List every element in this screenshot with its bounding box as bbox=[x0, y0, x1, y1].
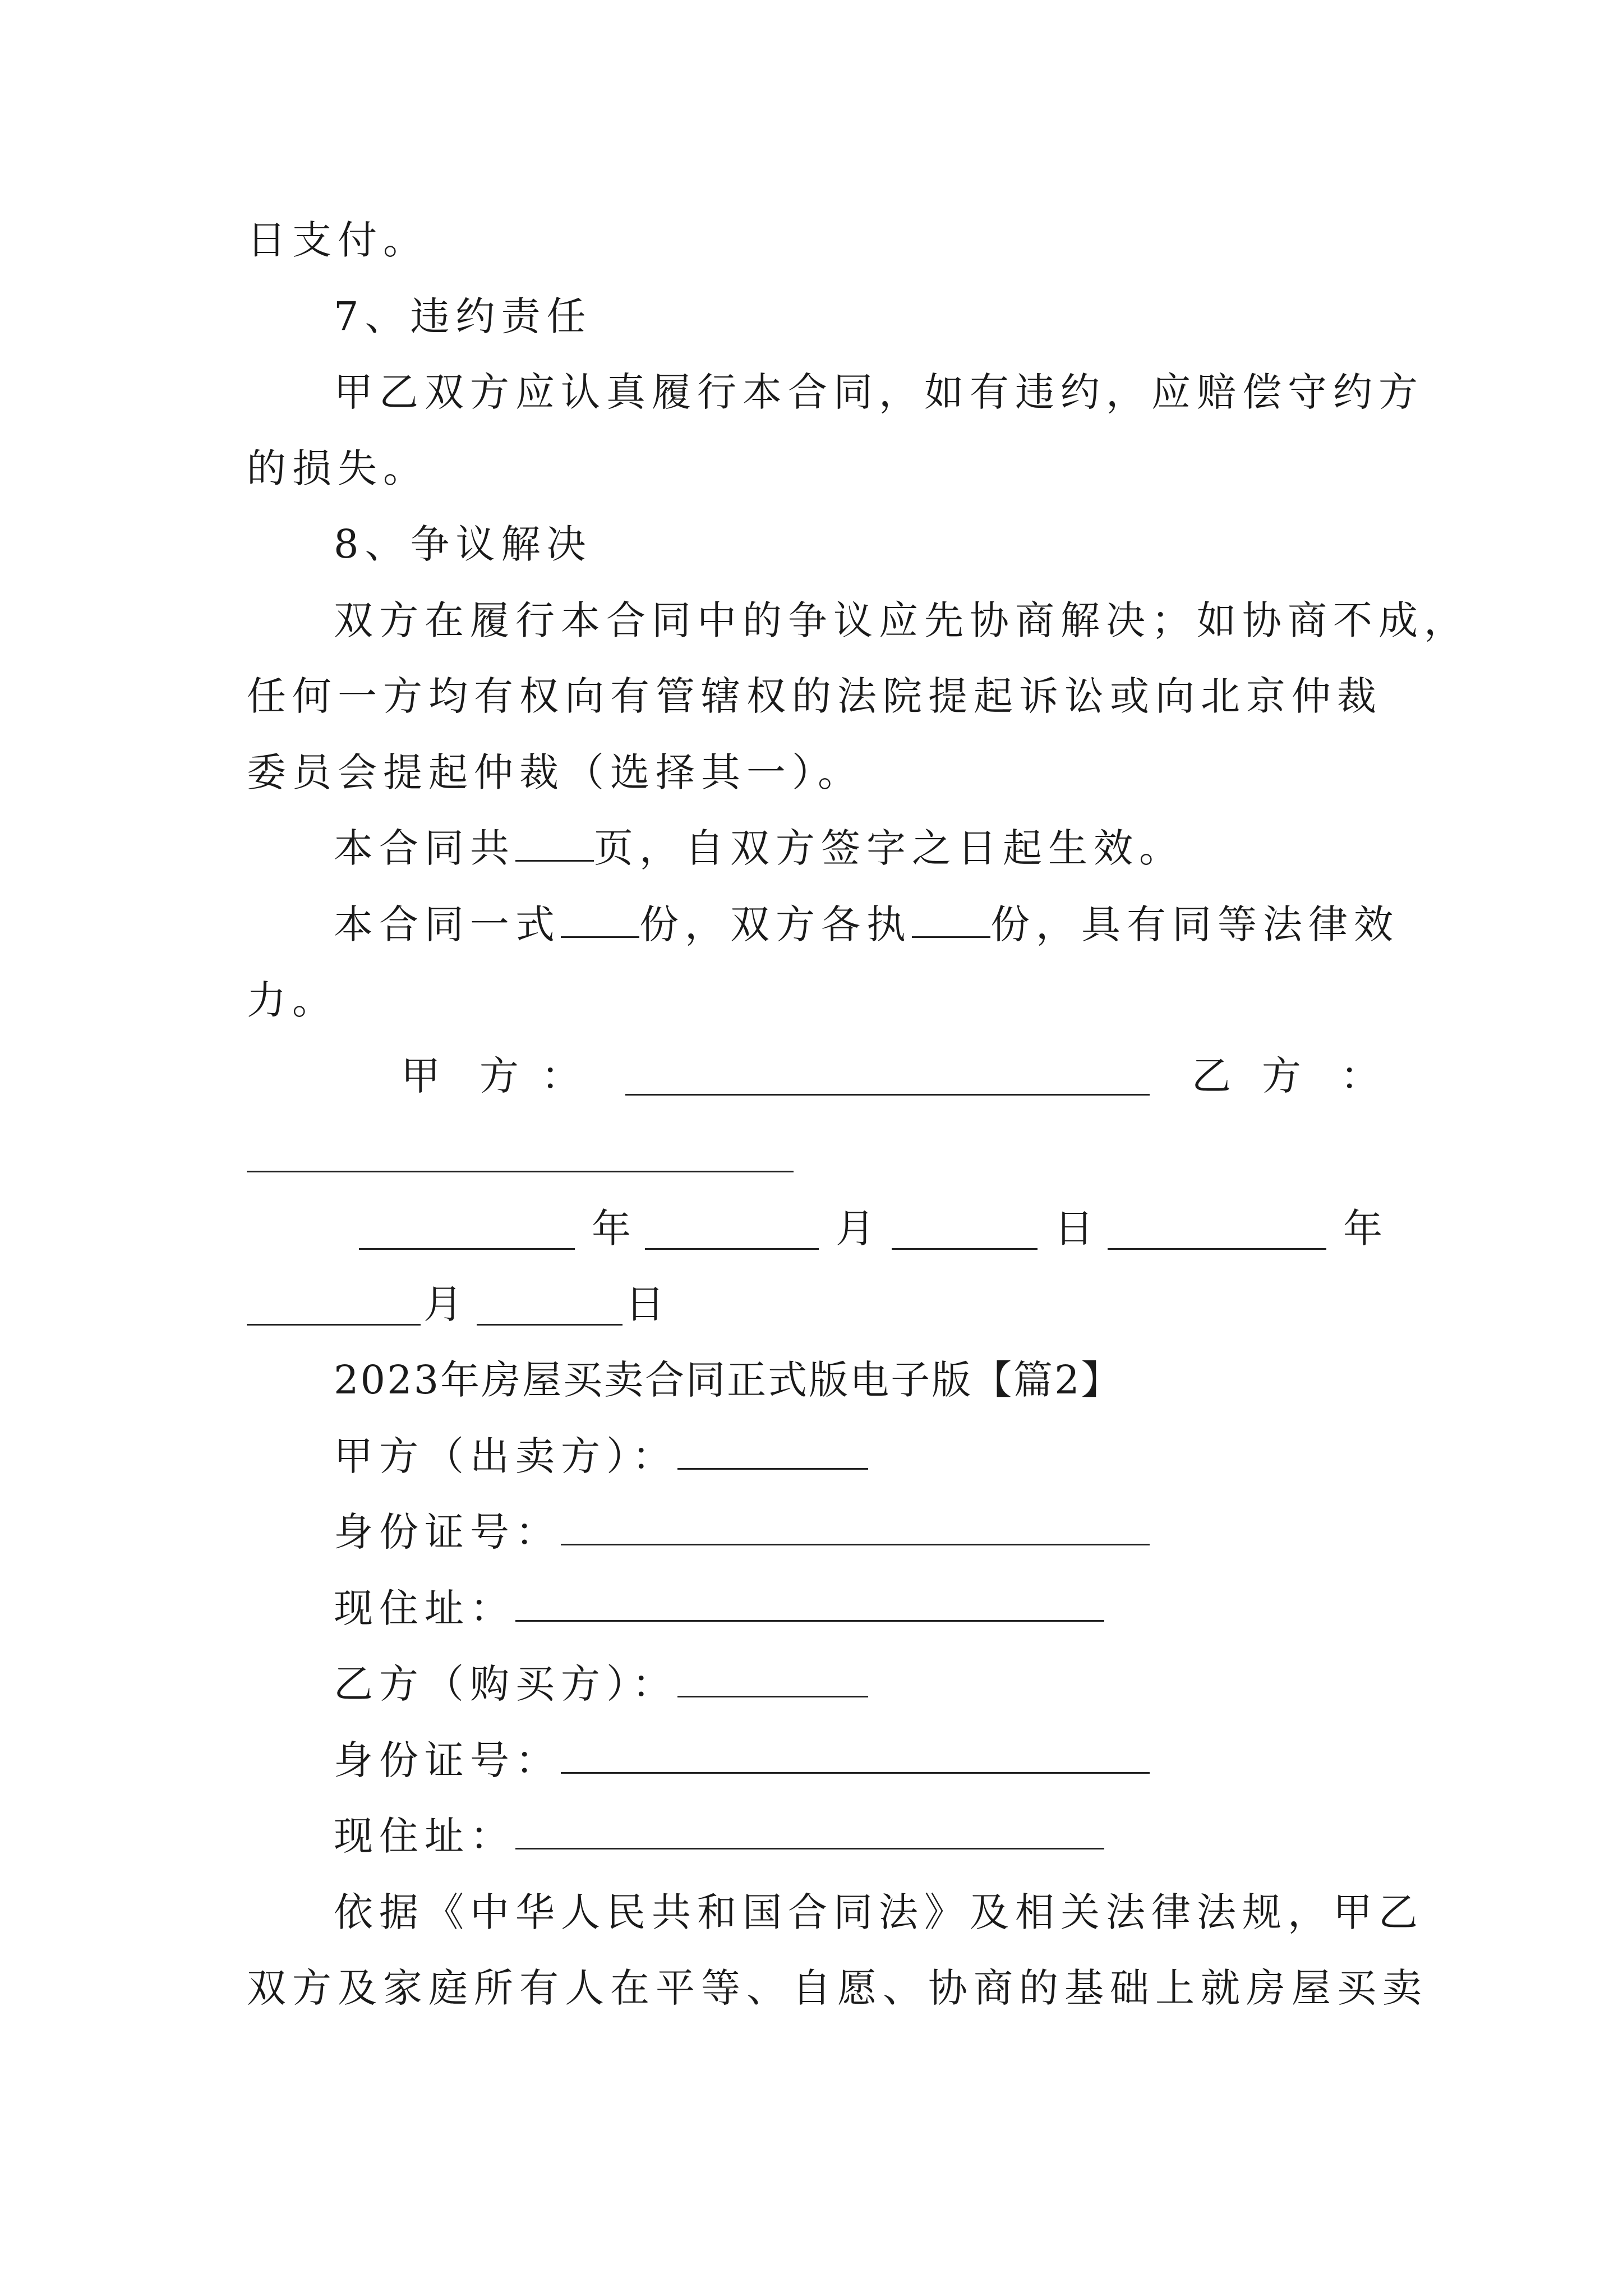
seller-id-field: 身份证号： bbox=[334, 1507, 1150, 1557]
party-a-char-1: 甲 bbox=[401, 1053, 440, 1099]
paragraph-end: 日支付。 bbox=[247, 217, 428, 263]
section-8-body-line-3: 委员会提起仲裁（选择其一）。 bbox=[247, 749, 863, 795]
section-7-title: 7、违约责任 bbox=[334, 293, 592, 339]
party-b-day-label: 日 bbox=[625, 1281, 665, 1327]
seller-blank bbox=[677, 1433, 868, 1470]
party-a-char-2: 方 bbox=[479, 1053, 519, 1099]
seller-id-blank bbox=[561, 1509, 1150, 1545]
buyer-blank bbox=[677, 1661, 868, 1697]
basis-line-1: 依据《中华人民共和国合同法》及相关法律法规，甲乙 bbox=[334, 1889, 1424, 1935]
party-b-day-blank bbox=[477, 1324, 623, 1326]
party-a-colon: ： bbox=[541, 1053, 580, 1099]
party-a-day-label: 日 bbox=[1054, 1205, 1094, 1251]
buyer-id-field: 身份证号： bbox=[334, 1735, 1150, 1786]
party-a-signature-line bbox=[625, 1094, 1150, 1096]
seller-address-blank bbox=[515, 1585, 1104, 1622]
buyer-address-field: 现住址： bbox=[334, 1811, 1104, 1861]
party-a-year-label: 年 bbox=[592, 1205, 631, 1251]
buyer-address-blank bbox=[515, 1813, 1104, 1849]
section-8-title: 8、争议解决 bbox=[334, 521, 592, 567]
party-b-year-blank bbox=[1108, 1248, 1326, 1250]
party-a-day-blank bbox=[892, 1248, 1038, 1250]
party-a-year-blank bbox=[359, 1248, 575, 1250]
party-a-month-label: 月 bbox=[836, 1205, 875, 1251]
party-b-char-1: 乙 bbox=[1192, 1053, 1231, 1099]
section-7-body-line-2: 的损失。 bbox=[247, 445, 428, 491]
seller-field: 甲方（出卖方）： bbox=[334, 1431, 868, 1481]
buyer-id-blank bbox=[561, 1737, 1150, 1774]
party-b-colon: ： bbox=[1340, 1053, 1380, 1099]
section-8-body-line-2: 任何一方均有权向有管辖权的法院提起诉讼或向北京仲裁 bbox=[247, 673, 1382, 719]
seller-address-field: 现住址： bbox=[334, 1583, 1104, 1634]
buyer-field: 乙方（购买方）： bbox=[334, 1659, 868, 1709]
party-b-year-label: 年 bbox=[1343, 1205, 1382, 1251]
copies-total-blank bbox=[561, 901, 639, 938]
section-7-body-line-1: 甲乙双方应认真履行本合同，如有违约，应赔偿守约方 bbox=[334, 369, 1424, 415]
copies-each-blank bbox=[912, 901, 990, 938]
section-2-title: 2023年房屋买卖合同正式版电子版【篇2】 bbox=[334, 1357, 1122, 1403]
pages-blank bbox=[515, 825, 594, 862]
copies-clause: 本合同一式 份，双方各执 份，具有同等法律效 bbox=[334, 901, 1399, 947]
party-b-char-2: 方 bbox=[1262, 1053, 1301, 1099]
copies-clause-end: 力。 bbox=[247, 977, 338, 1023]
basis-line-2: 双方及家庭所有人在平等、自愿、协商的基础上就房屋买卖 bbox=[247, 1965, 1428, 2011]
party-b-signature-line bbox=[247, 1171, 794, 1172]
party-b-month-label: 月 bbox=[423, 1281, 463, 1327]
pages-clause: 本合同共 页，自双方签字之日起生效。 bbox=[334, 825, 1184, 871]
party-a-month-blank bbox=[645, 1248, 819, 1250]
section-8-body-line-1: 双方在履行本合同中的争议应先协商解决；如协商不成， bbox=[334, 597, 1469, 643]
party-b-month-blank bbox=[247, 1324, 421, 1326]
